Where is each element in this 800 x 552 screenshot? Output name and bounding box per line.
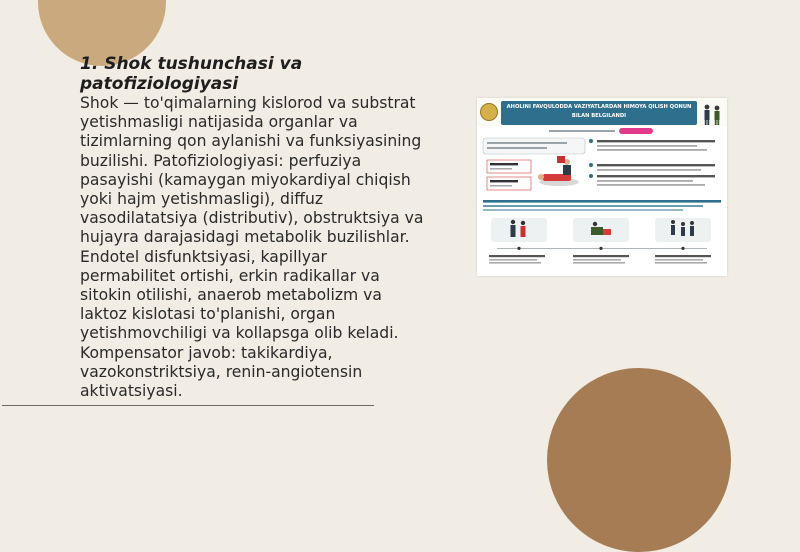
divider-line xyxy=(2,405,374,406)
injured-person-icon xyxy=(538,156,579,186)
decorative-circle-bottom xyxy=(547,368,731,552)
people-group-icon xyxy=(491,218,711,242)
infographic-banner-text: AHOLINI FAVQULODDA VAZIYATLARDAN HIMOYA QILISH QONUN BILAN BELGILANDI xyxy=(506,104,692,119)
slide-body-text: Shok — to'qimalarning kislorod va substrat yetishmasligi natijasida organlar va tizimlarning qon aylanishi va funksiyasining buzilishi. Patofiziologiyasi: perfuziya pasayishi (kamaygan miyokardiyal chiqish yoki hajm yetishmasligi), diffuz vasodilatatsiya (distributiv), obstruktsiya va hujayra darajasidagi metabolik buzilishlar. Endotel disfunktsiyasi, kapillyar permabilitet ortishi, erkin radikallar va sitokin otilishi, anaerob metabolizm va laktoz kislotasi to'planishi, organ yetishmovchiligi va kollapsga olib keladi. Kompensator javob: takikardiya, vazokonstriktsiya, renin-angiotensin aktivatsiyasi. xyxy=(80,94,424,401)
infographic-image xyxy=(477,98,727,276)
slide-title: 1. Shok tushunchasi va patofiziologiyasi xyxy=(80,54,303,94)
infographic-body xyxy=(477,98,727,276)
